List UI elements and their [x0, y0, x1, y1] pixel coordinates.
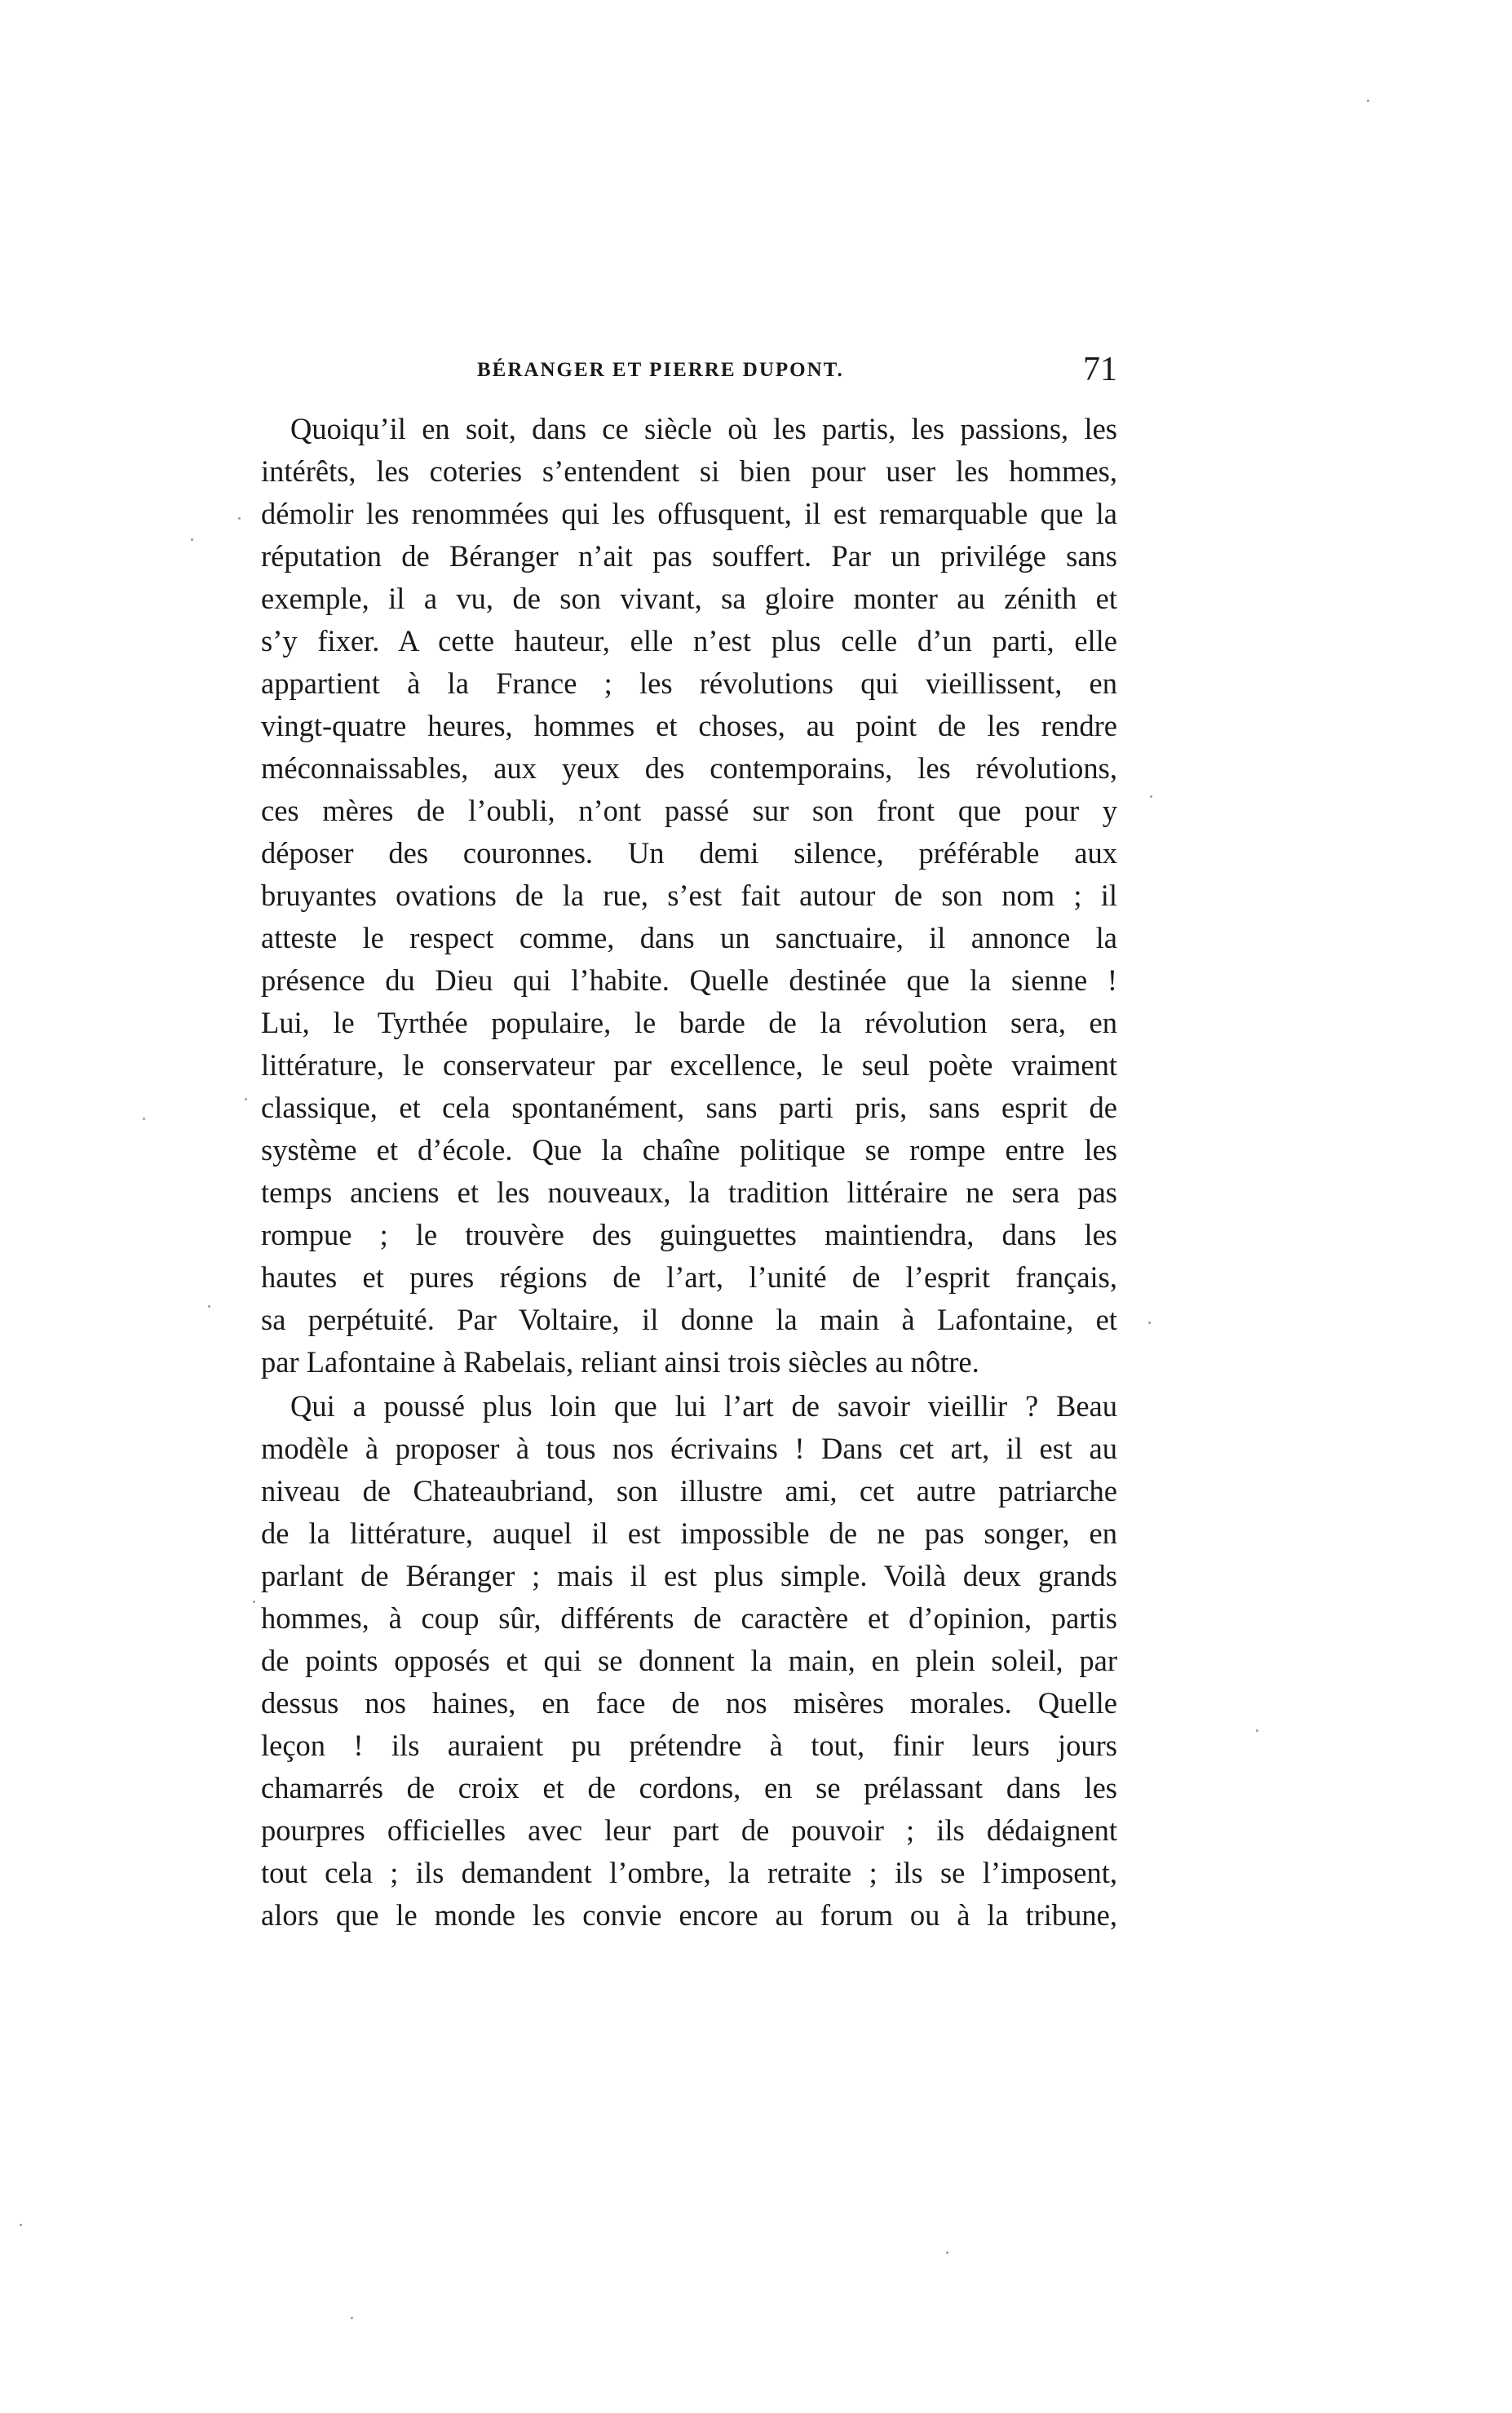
text-line: hommes, à coup sûr, différents de caractère et d’opinion, partis [261, 1601, 1117, 1635]
paper-speck [1256, 1729, 1258, 1732]
paper-speck [946, 2251, 948, 2254]
text-line: s’y fixer. A cette hauteur, elle n’est plus celle d’un parti, elle [261, 624, 1117, 657]
text-line: présence du Dieu qui l’habite. Quelle destinée que la sienne ! [261, 963, 1117, 997]
text-line: système et d’école. Que la chaîne politique se rompe entre les [261, 1133, 1117, 1167]
page-number: 71 [1083, 351, 1117, 388]
text-line: chamarrés de croix et de cordons, en se prélassant dans les [261, 1771, 1117, 1804]
text-line: intérêts, les coteries s’entendent si bien pour user les hommes, [261, 454, 1117, 488]
text-line: Quoiqu’il en soit, dans ce siècle où les partis, les passions, les [290, 412, 1117, 445]
paper-speck [1150, 795, 1152, 798]
text-line: de points opposés et qui se donnent la main, en plein soleil, par [261, 1644, 1117, 1677]
running-title: BÉRANGER ET PIERRE DUPONT. [477, 359, 844, 381]
text-line: pourpres officielles avec leur part de pouvoir ; ils dédaignent [261, 1813, 1117, 1847]
paper-speck [208, 1305, 210, 1308]
paragraph-1 [261, 408, 1117, 1384]
text-line: méconnaissables, aux yeux des contemporains, les révolutions, [261, 751, 1117, 785]
text-line: leçon ! ils auraient pu prétendre à tout, finir leurs jours [261, 1729, 1117, 1762]
paper-speck [143, 1118, 145, 1120]
text-line: Lui, le Tyrthée populaire, le barde de la révolution sera, en [261, 1006, 1117, 1039]
text-line: temps anciens et les nouveaux, la tradition littéraire ne sera pas [261, 1176, 1117, 1209]
text-line: bruyantes ovations de la rue, s’est fait autour de son nom ; il [261, 879, 1117, 912]
paper-speck [20, 2224, 22, 2226]
text-line: modèle à proposer à tous nos écrivains ! Dans cet art, il est au [261, 1432, 1117, 1465]
text-line: vingt-quatre heures, hommes et choses, au point de les rendre [261, 709, 1117, 742]
text-line: exemple, il a vu, de son vivant, sa gloire monter au zénith et [261, 582, 1117, 615]
text-line: alors que le monde les convie encore au forum ou à la tribune, [261, 1898, 1117, 1932]
text-line: sa perpétuité. Par Voltaire, il donne la main à Lafontaine, et [261, 1303, 1117, 1336]
text-line: ces mères de l’oubli, n’ont passé sur son front que pour y [261, 794, 1117, 827]
paper-speck [245, 1098, 247, 1100]
text-line: atteste le respect comme, dans un sanctuaire, il annonce la [261, 921, 1117, 954]
paper-speck [1148, 1322, 1151, 1324]
text-line: appartient à la France ; les révolutions qui vieillissent, en [261, 666, 1117, 700]
text-line: tout cela ; ils demandent l’ombre, la retraite ; ils se l’imposent, [261, 1856, 1117, 1889]
running-header [261, 349, 1117, 398]
text-line: Qui a poussé plus loin que lui l’art de savoir vieillir ? Beau [290, 1389, 1117, 1423]
text-line: démolir les renommées qui les offusquent, il est remarquable que la [261, 497, 1117, 530]
text-line: par Lafontaine à Rabelais, reliant ainsi trois siècles au nôtre. [261, 1345, 979, 1379]
paper-speck [253, 1601, 255, 1603]
text-line: de la littérature, auquel il est impossible de ne pas songer, en [261, 1516, 1117, 1550]
paper-speck [191, 538, 193, 541]
body-text [261, 408, 1117, 1937]
text-line: déposer des couronnes. Un demi silence, préférable aux [261, 836, 1117, 870]
text-line: rompue ; le trouvère des guinguettes maintiendra, dans les [261, 1218, 1117, 1251]
text-line: littérature, le conservateur par excellence, le seul poète vraiment [261, 1048, 1117, 1082]
text-line: niveau de Chateaubriand, son illustre ami, cet autre patriarche [261, 1474, 1117, 1508]
text-line: hautes et pures régions de l’art, l’unité de l’esprit français, [261, 1260, 1117, 1294]
text-line: classique, et cela spontanément, sans parti pris, sans esprit de [261, 1091, 1117, 1124]
text-line: réputation de Béranger n’ait pas souffert. Par un privilége sans [261, 539, 1117, 573]
text-line: dessus nos haines, en face de nos misères morales. Quelle [261, 1686, 1117, 1720]
paper-speck [351, 2317, 353, 2319]
paper-speck [1367, 100, 1369, 102]
paragraph-2 [261, 1385, 1117, 1937]
paper-speck [238, 517, 241, 520]
text-line: parlant de Béranger ; mais il est plus simple. Voilà deux grands [261, 1559, 1117, 1592]
